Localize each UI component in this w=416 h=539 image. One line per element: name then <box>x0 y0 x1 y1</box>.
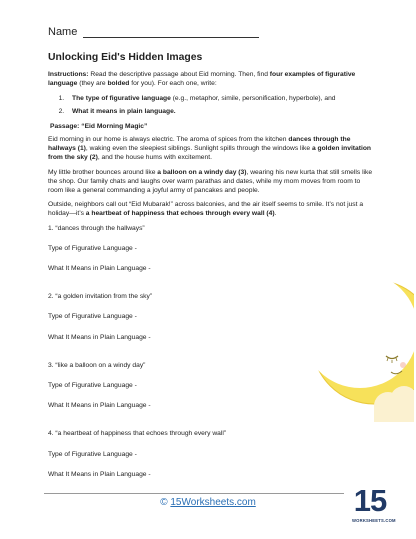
meaning-answer-line[interactable]: What It Means in Plain Language - <box>48 470 151 478</box>
instruction-steps <box>48 94 374 115</box>
instructions-label: Instructions: <box>48 71 89 78</box>
question-text: 3. “like a balloon on a windy day” <box>48 361 146 369</box>
question-text: 4. “a heartbeat of happiness that echoes through every wall” <box>48 430 227 438</box>
meaning-answer-line[interactable]: What It Means in Plain Language - <box>48 265 151 273</box>
paragraph-text: , wearing his new kurta that still smells like the shop. Our family chats and laughs over warm parathas and dates, while my mom moves from room to room like a general commanding a joyful army of pancakes and people. <box>48 168 373 195</box>
type-answer-line[interactable]: Type of Figurative Language - <box>48 382 137 390</box>
worksheets-logo <box>352 483 396 529</box>
instructions-text-2: (they are <box>77 80 108 88</box>
crescent-moon-illustration <box>318 272 414 422</box>
moon-shape <box>318 280 414 404</box>
instruction-step <box>66 107 374 116</box>
paragraph-text: , and the house hums with excitement. <box>97 154 212 162</box>
paragraph-text: , waking even the sleepiest siblings. Sunlight spills through the windows like <box>85 145 312 153</box>
paragraph-text: . <box>274 210 277 218</box>
figurative-phrase-3: a balloon on a windy day (3) <box>157 168 247 176</box>
figurative-phrase-2: a golden invitation from the sky (2) <box>48 145 372 162</box>
passage-paragraph-2 <box>48 168 374 196</box>
footer-divider <box>44 493 344 494</box>
instructions-text-1: Read the descriptive passage about Eid morning. Then, find <box>88 71 270 78</box>
worksheet-title: Unlocking Eid's Hidden Images <box>48 52 203 63</box>
moon-cheek <box>400 362 406 368</box>
type-answer-line[interactable]: Type of Figurative Language - <box>48 244 137 252</box>
step-bold: What it means in plain language. <box>72 107 176 115</box>
passage-paragraph-3 <box>48 200 374 218</box>
question-text: 1. “dances through the hallways” <box>48 224 145 232</box>
name-line[interactable] <box>83 26 259 38</box>
passage-title: Passage: “Eid Morning Magic” <box>50 122 148 130</box>
paragraph-text: Outside, neighbors call out “Eid Mubarak!” across balconies, and the air itself seems to smile. It’s not just a holiday—it’s <box>48 201 364 218</box>
website-link[interactable]: 15Worksheets.com <box>170 497 256 508</box>
question-1 <box>48 224 374 274</box>
step-text: (e.g., metaphor, simile, personification, hyperbole), and <box>170 95 336 103</box>
question-text: 2. “a golden invitation from the sky” <box>48 293 153 301</box>
figurative-phrase-1: dances through the hallways (1) <box>48 136 351 153</box>
step-bold: The type of figurative language <box>72 95 171 103</box>
name-row <box>48 26 259 38</box>
paragraph-text: Eid morning in our home is always electric. The aroma of spices from the kitchen <box>48 136 289 144</box>
paragraph-text: My little brother bounces around like <box>48 168 158 176</box>
meaning-answer-line[interactable]: What It Means in Plain Language - <box>48 402 151 410</box>
type-answer-line[interactable]: Type of Figurative Language - <box>48 450 137 458</box>
instructions <box>48 70 374 88</box>
instructions-bold-2: bolded <box>107 80 130 88</box>
question-4 <box>48 429 374 479</box>
passage-paragraph-1 <box>48 135 374 163</box>
instructions-bold-1: four examples of figurative language <box>48 71 356 88</box>
instruction-step <box>66 94 374 103</box>
logo-subtext: WORKSHEETS.COM <box>352 518 396 523</box>
figurative-phrase-4: a heartbeat of happiness that echoes through every wall (4) <box>85 210 275 218</box>
copyright-symbol: © <box>160 497 168 508</box>
type-answer-line[interactable]: Type of Figurative Language - <box>48 313 137 321</box>
name-label: Name <box>48 26 78 38</box>
meaning-answer-line[interactable]: What It Means in Plain Language - <box>48 333 151 341</box>
instructions-text-3: for you). For each one, write: <box>129 80 217 88</box>
logo-number: 15 <box>353 483 387 518</box>
